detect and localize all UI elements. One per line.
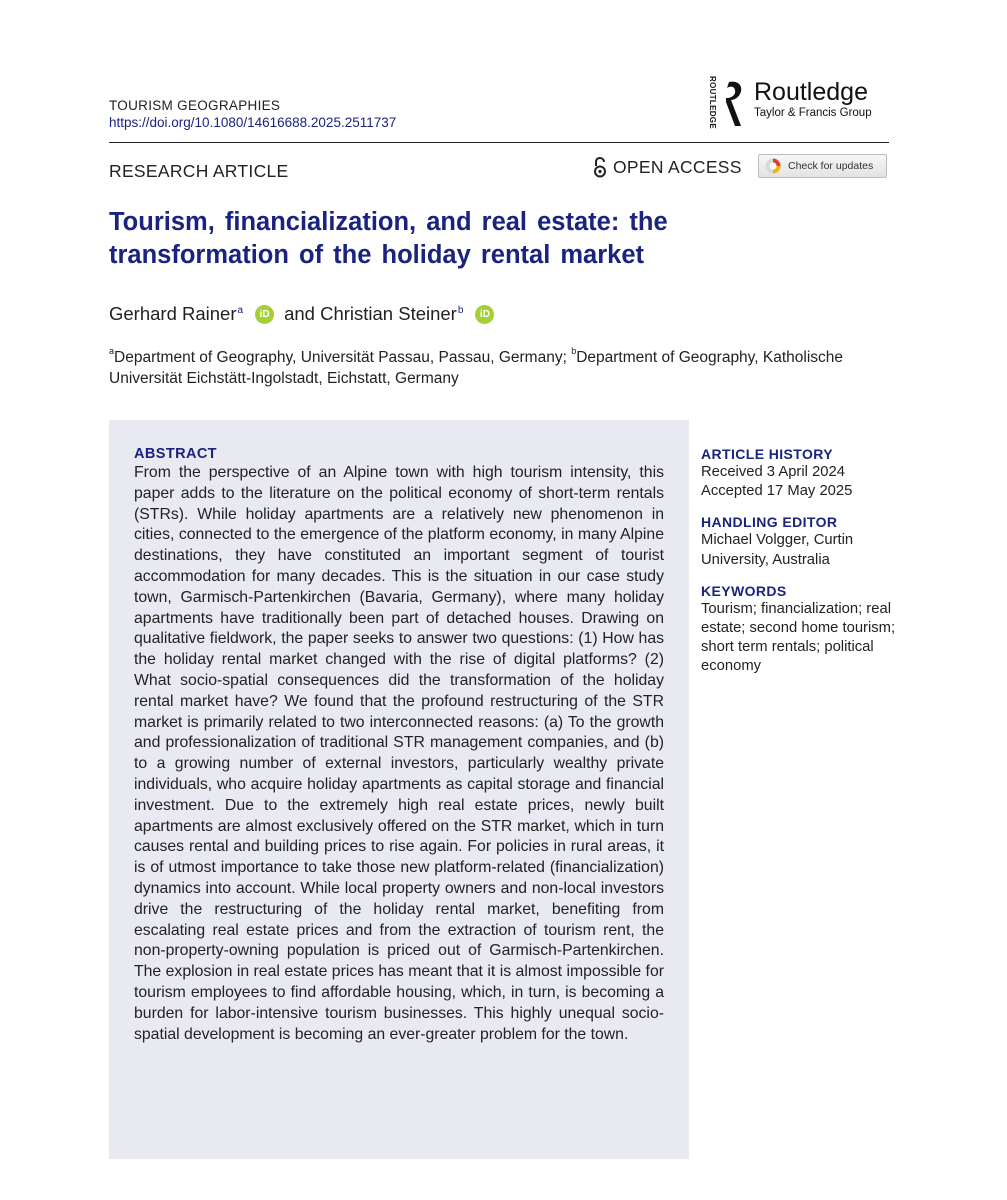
keywords-heading: KEYWORDS [701,582,787,599]
handling-editor [701,513,901,569]
author-affil-marker: a [237,304,244,316]
abstract-heading: ABSTRACT [134,446,217,462]
keywords [701,582,901,677]
open-access-badge [593,157,742,178]
affiliation-b: Department of Geography, Katholische Universität Eichstätt-Ingolstadt, Eichstatt, Germany [109,349,844,388]
header-divider [109,142,889,143]
open-lock-icon [593,157,607,178]
journal-name: TOURISM GEOGRAPHIES [109,98,281,113]
publisher-vertical-text: ROUTLEDGE [707,76,717,129]
journal-header [109,97,396,132]
abstract-box [109,420,689,1159]
open-access-label: OPEN ACCESS [613,157,742,177]
check-updates-icon [765,158,781,174]
title-line-2: transformation of the holiday rental market [109,241,645,269]
publisher-sub: Taylor & Francis Group [754,107,872,119]
accepted-date: Accepted 17 May 2025 [701,483,853,500]
affiliation-a: Department of Geography, Universität Passau, Passau, Germany; [114,349,572,367]
article-history [701,445,901,501]
keywords-list: Tourism; financialization; real estate; second home tourism; short term rentals; political economy [701,600,896,675]
publisher-name: Routledge [754,78,868,106]
article-title [109,206,899,272]
publisher-logo[interactable] [704,78,872,130]
history-heading: ARTICLE HISTORY [701,446,834,462]
affil-marker: a [109,346,115,356]
author-name[interactable]: Christian Steiner [320,303,457,324]
editor-name: Michael Volgger, Curtin University, Australia [701,532,854,568]
author-name[interactable]: Gerhard Rainer [109,303,237,324]
article-info-sidebar [701,445,901,689]
orcid-icon[interactable]: iD [475,305,494,324]
abstract-text: From the perspective of an Alpine town with high tourism intensity, this paper adds to the literature on the political economy of short-term rentals (STRs). While holiday apartments are a relatively new phenomenon in cities, connected to the emergence of the platform economy, in many Alpine destinations, they have constituted an important segment of tourist accommodation for many decades. This is the situation in our case study town, Garmisch-Partenkirchen (Bavaria, Germany), where many holiday apartments have traditionally been part of detached houses. Drawing on qualitative fieldwork, the paper seeks to answer two questions: (1) How has the holiday rental market changed with the rise of digital platforms? (2) What socio-spatial consequences did the transformation of the holiday rental market have? We found that the profound restructuring of the STR market is primarily related to two interconnected reasons: (a) To the growth and professionalization of traditional STR management companies, and (b) to a growing number of external investors, particularly wealthy private individuals, who acquire holiday apartments as capital storage and financial investment. Due to the extremely high real estate prices, newly built apartments are almost exclusively offered on the STR market, which in turn causes rental and building prices to rise again. For policies in rural areas, it is of utmost importance to take those new platform-related (financialization) dynamics into account. While local property owners and non-local investors drive the restructuring of the holiday rental market, benefiting from escalating real estate prices and from the extraction of tourism rent, the non-property-owning population is priced out of Garmisch-Partenkirchen. The explosion in real estate prices has meant that it is almost impossible for tourism employees to find affordable housing, which, in turn, is becoming a burden for labor-intensive tourism businesses. This highly unequal socio-spatial development is becoming an ever-greater problem for the town. [134,464,664,1043]
check-updates-button[interactable] [758,154,887,178]
author-affil-marker: b [457,304,464,316]
doi-link[interactable]: https://doi.org/10.1080/14616688.2025.2511737 [109,115,397,130]
editor-heading: HANDLING EDITOR [701,514,838,531]
routledge-icon [722,78,748,130]
author-list [109,303,504,325]
affiliations [109,343,891,389]
article-type: RESEARCH ARTICLE [109,161,289,181]
orcid-icon[interactable]: iD [255,305,274,324]
authors-connector: and [284,303,315,324]
check-updates-label: Check for updates [788,160,874,172]
title-line-1: Tourism, financialization, and real estate: the [109,208,668,236]
affil-marker: b [571,346,577,356]
received-date: Received 3 April 2024 [701,464,845,480]
